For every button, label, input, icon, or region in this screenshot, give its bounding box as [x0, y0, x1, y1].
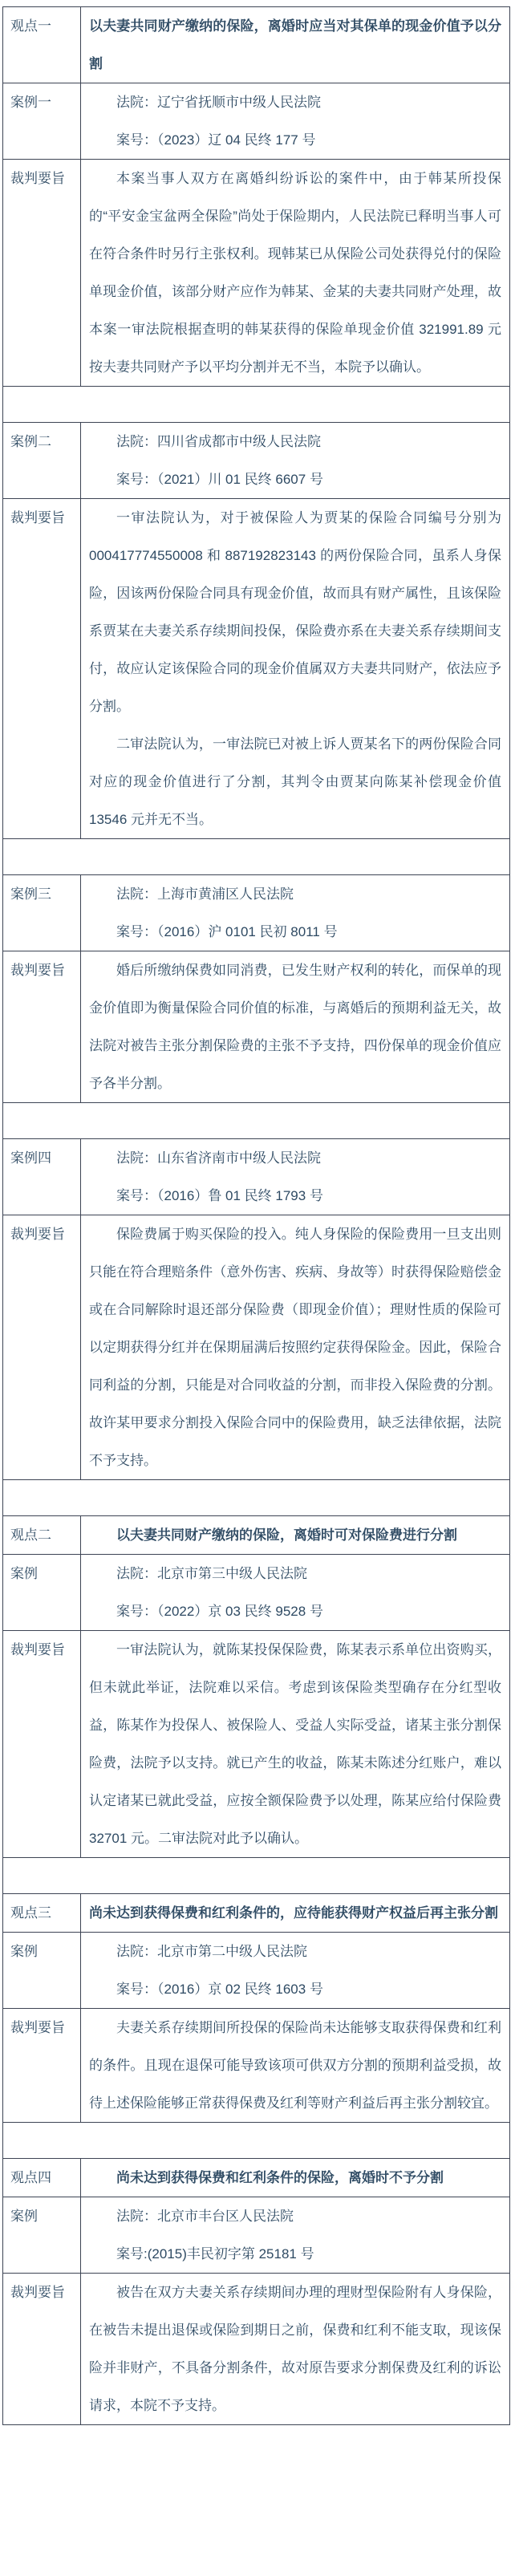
gist-text-cell	[81, 2274, 510, 2425]
case-label: 案例二	[3, 423, 81, 499]
gist-text-cell	[81, 1215, 510, 1480]
case-label: 案例	[3, 2197, 81, 2274]
viewpoint-row	[3, 2159, 510, 2197]
case-info-cell	[81, 1933, 510, 2009]
viewpoint-title: 尚未达到获得保费和红利条件的，应待能获得财产权益后再主张分割	[81, 1894, 510, 1933]
spacer-row	[3, 1858, 510, 1894]
viewpoint-label: 观点二	[3, 1516, 81, 1555]
case-number-line: 案号：（2022）京 03 民终 9528 号	[116, 1604, 323, 1619]
gist-row	[3, 160, 510, 387]
gist-text-cell	[81, 2009, 510, 2123]
viewpoint-title: 以夫妻共同财产缴纳的保险，离婚时可对保险费进行分割	[81, 1516, 510, 1555]
gist-text-cell	[81, 951, 510, 1103]
gist-paragraph: 夫妻关系存续期间所投保的保险尚未达能够支取获得保费和红利的条件。且现在退保可能导致该项可供双方分割的预期利益受损，故待上述保险能够正常获得保费及红利等财产利益后再主张分割较宜。	[89, 2020, 501, 2111]
gist-paragraph: 被告在双方夫妻关系存续期间办理的理财型保险附有人身保险，在被告未提出退保或保险到期日之前，保费和红利不能支取，现该保险并非财产，不具备分割条件，故对原告要求分割保费及红利的诉讼请求，本院不予支持。	[89, 2285, 501, 2413]
gist-paragraph: 保险费属于购买保险的投入。纯人身保险的保险费用一旦支出则只能在符合理赔条件（意外伤害、疾病、身故等）时获得保险赔偿金或在合同解除时退还部分保险费（即现金价值）；理财性质的保险可以定期获得分红并在保期届满后按照约定获得保险金。因此，保险合同利益的分割，只能是对合同收益的分割，而非投入保险费的分割。故许某甲要求分割投入保险合同中的保险费用，缺乏法律依据，法院不予支持。	[89, 1227, 501, 1468]
spacer-cell	[3, 387, 510, 423]
case-label: 案例	[3, 1555, 81, 1631]
case-label: 案例一	[3, 83, 81, 160]
viewpoint-label: 观点三	[3, 1894, 81, 1933]
court-line: 法院：上海市黄浦区人民法院	[116, 886, 294, 902]
spacer-row	[3, 2123, 510, 2159]
court-line: 法院：北京市第二中级人民法院	[116, 1944, 307, 1959]
case-number-line: 案号:(2015)丰民初字第 25181 号	[116, 2246, 314, 2262]
case-info-cell	[81, 1555, 510, 1631]
gist-row	[3, 951, 510, 1103]
viewpoint-row	[3, 7, 510, 83]
court-line: 法院：北京市第三中级人民法院	[116, 1566, 307, 1581]
gist-text-cell	[81, 160, 510, 387]
spacer-row	[3, 387, 510, 423]
gist-label: 裁判要旨	[3, 2274, 81, 2425]
gist-paragraph: 一审法院认为，对于被保险人为贾某的保险合同编号分别为 000417774550008 和 887192823143 的两份保险合同，虽系人身保险，因该两份保险合同具有现金价值，故而具有财产属性，且该保险系贾某在夫妻关系存续期间投保，保险费亦系在夫妻关系存续期间支付，故应认定该保险合同的现金价值属双方夫妻共同财产，依法应予分割。	[89, 510, 501, 714]
case-info-cell	[81, 423, 510, 499]
case-info-cell	[81, 83, 510, 160]
spacer-row	[3, 1480, 510, 1516]
case-number-line: 案号：（2016）沪 0101 民初 8011 号	[116, 924, 338, 939]
spacer-row	[3, 1103, 510, 1139]
gist-paragraph: 婚后所缴纳保费如同消费，已发生财产权利的转化，而保单的现金价值即为衡量保险合同价值的标准，与离婚后的预期利益无关，故法院对被告主张分割保险费的主张不予支持，四份保单的现金价值应予各半分割。	[89, 963, 501, 1091]
gist-paragraph: 二审法院认为，一审法院已对被上诉人贾某名下的两份保险合同对应的现金价值进行了分割，其判令由贾某向陈某补偿现金价值 13546 元并无不当。	[89, 736, 501, 827]
case-number-line: 案号：（2016）京 02 民终 1603 号	[116, 1982, 323, 1997]
gist-row	[3, 2009, 510, 2123]
gist-text-cell	[81, 1631, 510, 1858]
gist-label: 裁判要旨	[3, 499, 81, 839]
court-line: 法院：山东省济南市中级人民法院	[116, 1150, 321, 1166]
case-number-line: 案号：（2016）鲁 01 民终 1793 号	[116, 1188, 323, 1203]
case-info-cell	[81, 1139, 510, 1215]
gist-text-cell	[81, 499, 510, 839]
case-label: 案例	[3, 1933, 81, 2009]
gist-label: 裁判要旨	[3, 2009, 81, 2123]
case-row	[3, 423, 510, 499]
gist-row	[3, 1631, 510, 1858]
gist-row	[3, 2274, 510, 2425]
spacer-cell	[3, 1858, 510, 1894]
gist-label: 裁判要旨	[3, 1631, 81, 1858]
case-row	[3, 875, 510, 951]
court-line: 法院：北京市丰台区人民法院	[116, 2209, 294, 2224]
insurance-division-viewpoints-table	[2, 6, 510, 2425]
gist-label: 裁判要旨	[3, 160, 81, 387]
viewpoint-title: 尚未达到获得保费和红利条件的保险，离婚时不予分割	[81, 2159, 510, 2197]
viewpoint-title: 以夫妻共同财产缴纳的保险，离婚时应当对其保单的现金价值予以分割	[81, 7, 510, 83]
legal-case-comparison-page	[0, 6, 515, 2425]
viewpoint-row	[3, 1894, 510, 1933]
case-row	[3, 83, 510, 160]
gist-label: 裁判要旨	[3, 951, 81, 1103]
case-row	[3, 1139, 510, 1215]
spacer-cell	[3, 839, 510, 875]
case-info-cell	[81, 2197, 510, 2274]
gist-paragraph: 本案当事人双方在离婚纠纷诉讼的案件中，由于韩某所投保的“平安金宝盆两全保险”尚处于保险期内，人民法院已释明当事人可在符合条件时另行主张权利。现韩某已从保险公司处获得兑付的保险单现金价值，该部分财产应作为韩某、金某的夫妻共同财产处理，故本案一审法院根据查明的韩某获得的保险单现金价值 321991.89 元按夫妻共同财产予以平均分割并无不当，本院予以确认。	[89, 171, 501, 375]
gist-label: 裁判要旨	[3, 1215, 81, 1480]
case-number-line: 案号：（2023）辽 04 民终 177 号	[116, 132, 316, 148]
case-label: 案例四	[3, 1139, 81, 1215]
spacer-cell	[3, 2123, 510, 2159]
viewpoint-row	[3, 1516, 510, 1555]
viewpoint-label: 观点一	[3, 7, 81, 83]
viewpoint-label: 观点四	[3, 2159, 81, 2197]
spacer-row	[3, 839, 510, 875]
gist-row	[3, 1215, 510, 1480]
court-line: 法院：四川省成都市中级人民法院	[116, 434, 321, 449]
court-line: 法院：辽宁省抚顺市中级人民法院	[116, 95, 321, 110]
case-row	[3, 2197, 510, 2274]
case-info-cell	[81, 875, 510, 951]
spacer-cell	[3, 1480, 510, 1516]
gist-paragraph: 一审法院认为，就陈某投保保险费，陈某表示系单位出资购买，但未就此举证，法院难以采信。考虑到该保险类型确存在分红型收益，陈某作为投保人、被保险人、受益人实际受益，诸某主张分割保险费，法院予以支持。就已产生的收益，陈某未陈述分红账户，难以认定诸某已就此受益，应按全额保险费予以处理，陈某应给付保险费 32701 元。二审法院对此予以确认。	[89, 1642, 501, 1846]
gist-row	[3, 499, 510, 839]
case-number-line: 案号：（2021）川 01 民终 6607 号	[116, 472, 323, 487]
case-label: 案例三	[3, 875, 81, 951]
case-row	[3, 1555, 510, 1631]
case-row	[3, 1933, 510, 2009]
spacer-cell	[3, 1103, 510, 1139]
